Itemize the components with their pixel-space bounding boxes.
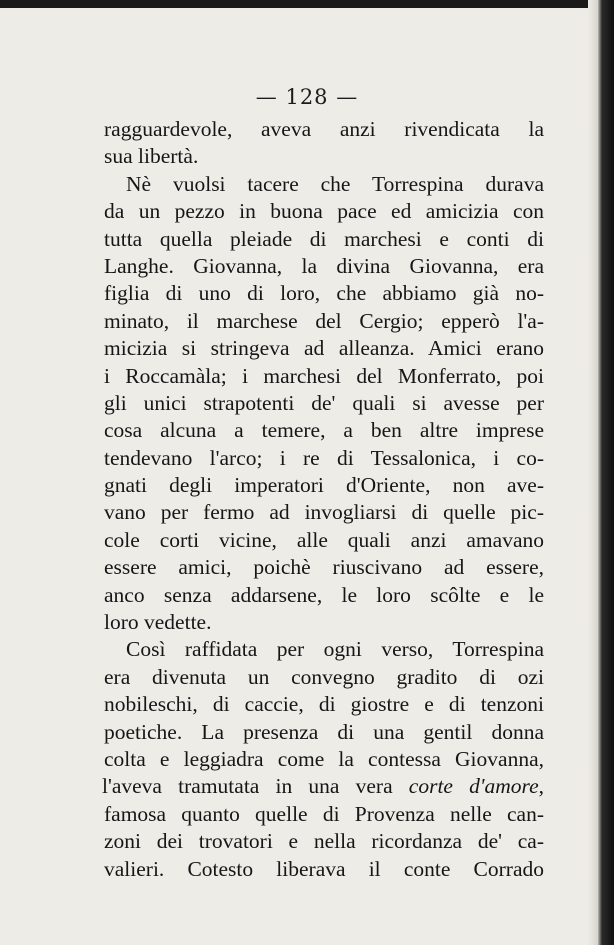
text-line: cole corti vicine, alle quali anzi amavano [104, 527, 544, 552]
text-line: da un pezzo in buona pace ed amicizia con [104, 199, 544, 224]
italic-phrase: corte d'amore [408, 774, 539, 799]
line-text-before: l'aveva tramutata in una vera [102, 774, 409, 799]
paragraph-start-line: Così raffidata per ogni verso, Torrespina [126, 637, 544, 662]
text-line: cosa alcuna a temere, a ben altre imprese [104, 418, 544, 443]
text-line: nobileschi, di caccie, di giostre e di tenzoni [104, 692, 544, 717]
text-line: poetiche. La presenza di una gentil donna [104, 719, 544, 744]
page-gutter-shadow [588, 0, 598, 945]
text-line: Langhe. Giovanna, la divina Giovanna, era [104, 253, 544, 278]
text-line: tendevano l'arco; i re di Tessalonica, i co- [104, 445, 544, 470]
text-line: valieri. Cotesto liberava il conte Corrado [104, 856, 544, 881]
text-line: sua libertà. [104, 144, 199, 169]
text-line-with-italic [102, 773, 544, 800]
text-line: famosa quanto quelle di Provenza nelle can- [104, 801, 544, 826]
text-line: essere amici, poichè riuscivano ad essere, [104, 555, 544, 580]
text-line: minato, il marchese del Cergio; epperò l'a- [104, 308, 544, 333]
scan-top-edge [0, 0, 614, 8]
text-line: colta e leggiadra come la contessa Giovanna, [104, 746, 544, 771]
text-line: anco senza addarsene, le loro scôlte e le [104, 582, 544, 607]
text-line: figlia di uno di loro, che abbiamo già no- [104, 281, 544, 306]
text-line: tutta quella pleiade di marchesi e conti di [104, 226, 544, 251]
text-line: micizia si stringeva ad alleanza. Amici erano [104, 336, 544, 361]
text-line: gli unici strapotenti de' quali si avesse per [104, 390, 544, 415]
page-number: — 128 — [255, 85, 359, 109]
paragraph-start-line: Nè vuolsi tacere che Torrespina durava [126, 171, 544, 196]
text-line: ragguardevole, aveva anzi rivendicata la [104, 117, 544, 141]
line-text-after: , [538, 774, 544, 799]
text-line: era divenuta un convegno gradito di ozi [104, 664, 544, 689]
text-line: zoni dei trovatori e nella ricordanza de' ca- [104, 829, 544, 854]
text-line: loro vedette. [104, 610, 212, 635]
text-line: gnati degli imperatori d'Oriente, non ave- [104, 473, 544, 498]
body-text [104, 116, 544, 883]
text-line: i Roccamàla; i marchesi del Monferrato, poi [104, 363, 544, 388]
scan-right-edge [598, 0, 614, 945]
text-line: vano per fermo ad invogliarsi di quelle pic- [104, 500, 544, 525]
